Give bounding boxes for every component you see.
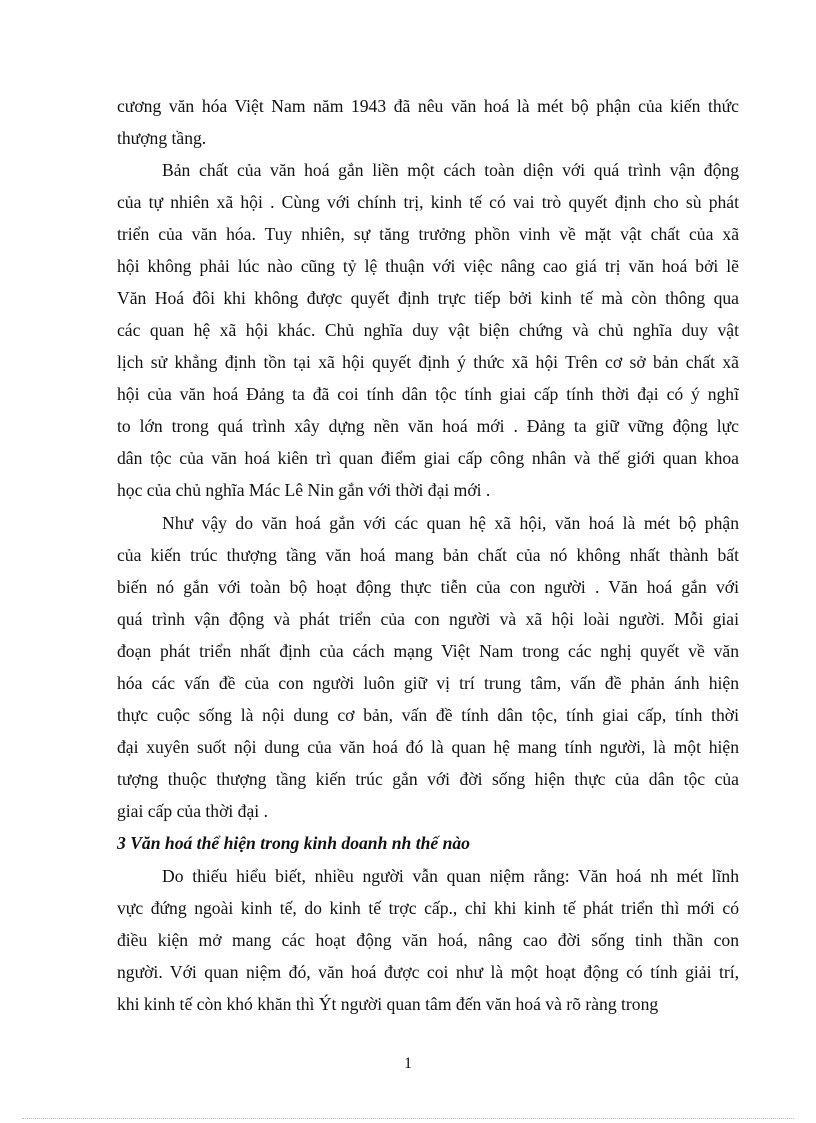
- page-bottom-border: [22, 1118, 794, 1119]
- text-line-3: Bản chất của văn hoá gắn liền một cách toàn diện với quá trình vận động: [162, 160, 739, 180]
- text-line-27: điều kiện mở mang các hoạt động văn hoá, nâng cao đời sống tinh thần con: [117, 930, 739, 950]
- text-line-18: đoạn phát triển nhất định của cách mạng Việt Nam trong các nghị quyết về văn: [117, 641, 739, 661]
- text-line-25: Do thiếu hiểu biết, nhiều người vẫn quan niệm rằng: Văn hoá nh mét lĩnh: [162, 866, 739, 886]
- text-line-29: khi kinh tế còn khó khăn thì Ýt người quan tâm đến văn hoá và rõ ràng trong: [117, 994, 659, 1014]
- text-line-9: lịch sử khẳng định tồn tại xã hội quyết định ý thức xã hội Trên cơ sở bản chất xã: [117, 352, 739, 372]
- text-line-6: hội không phải lúc nào cũng tỷ lệ thuận với việc nâng cao giá trị văn hoá bởi lẽ: [117, 256, 739, 276]
- text-line-28: người. Với quan niệm đó, văn hoá được coi như là một hoạt động có tính giải trí,: [117, 962, 739, 982]
- text-line-13: học của chủ nghĩa Mác Lê Nin gắn với thời đại mới .: [117, 480, 491, 500]
- text-line-11: to lớn trong quá trình xây dựng nền văn hoá mới . Đảng ta giữ vững động lực: [117, 416, 739, 436]
- text-line-23: giai cấp của thời đại .: [117, 801, 268, 821]
- text-line-12: dân tộc của văn hoá kiên trì quan điểm giai cấp công nhân và thế giới quan khoa: [117, 448, 739, 468]
- text-line-4: của tự nhiên xã hội . Cùng với chính trị, kinh tế có vai trò quyết định cho sù phát: [117, 192, 739, 212]
- text-line-10: hội của văn hoá Đảng ta đã coi tính dân tộc tính giai cấp tính thời đại có ý nghĩ: [117, 384, 739, 404]
- page-number: 1: [404, 1055, 412, 1072]
- text-line-1: cương văn hóa Việt Nam năm 1943 đã nêu văn hoá là mét bộ phận của kiến thức: [117, 96, 739, 116]
- text-line-2: thượng tầng.: [117, 128, 207, 148]
- text-line-16: biến nó gắn với toàn bộ hoạt động thực tiễn của con người . Văn hoá gắn với: [117, 577, 739, 597]
- text-line-5: triển của văn hóa. Tuy nhiên, sự tăng trưởng phồn vinh về mặt vật chất của xã: [117, 224, 739, 244]
- text-line-26: vực đứng ngoài kinh tế, do kinh tế trợc cấp., chỉ khi kinh tế phát triển thì mới có: [117, 898, 739, 918]
- text-line-19: hóa các vấn đề của con người luôn giữ vị trí trung tâm, vấn đề phản ánh hiện: [117, 673, 739, 693]
- section-heading: 3 Văn hoá thể hiện trong kinh doanh nh thế nào: [117, 833, 470, 853]
- text-line-20: thực cuộc sống là nội dung cơ bản, vấn đề tính dân tộc, tính giai cấp, tính thời: [117, 705, 739, 725]
- text-line-17: quá trình vận động và phát triển của con người và xã hội loài người. Mỗi giai: [117, 609, 739, 629]
- text-line-15: của kiến trúc thượng tầng văn hoá mang bản chất của nó không nhất thành bất: [117, 545, 739, 565]
- text-line-14: Như vậy do văn hoá gắn với các quan hệ xã hội, văn hoá là mét bộ phận: [162, 513, 739, 533]
- text-line-8: các quan hệ xã hội khác. Chủ nghĩa duy vật biện chứng và chủ nghĩa duy vật: [117, 320, 739, 340]
- text-line-22: tượng thuộc thượng tầng kiến trúc gắn với đời sống hiện thực của dân tộc của: [117, 769, 739, 789]
- text-line-21: đại xuyên suốt nội dung của văn hoá đó là quan hệ mang tính người, là một hiện: [117, 737, 739, 757]
- text-line-7: Văn Hoá đôi khi không được quyết định trực tiếp bởi kinh tế mà còn thông qua: [117, 288, 739, 308]
